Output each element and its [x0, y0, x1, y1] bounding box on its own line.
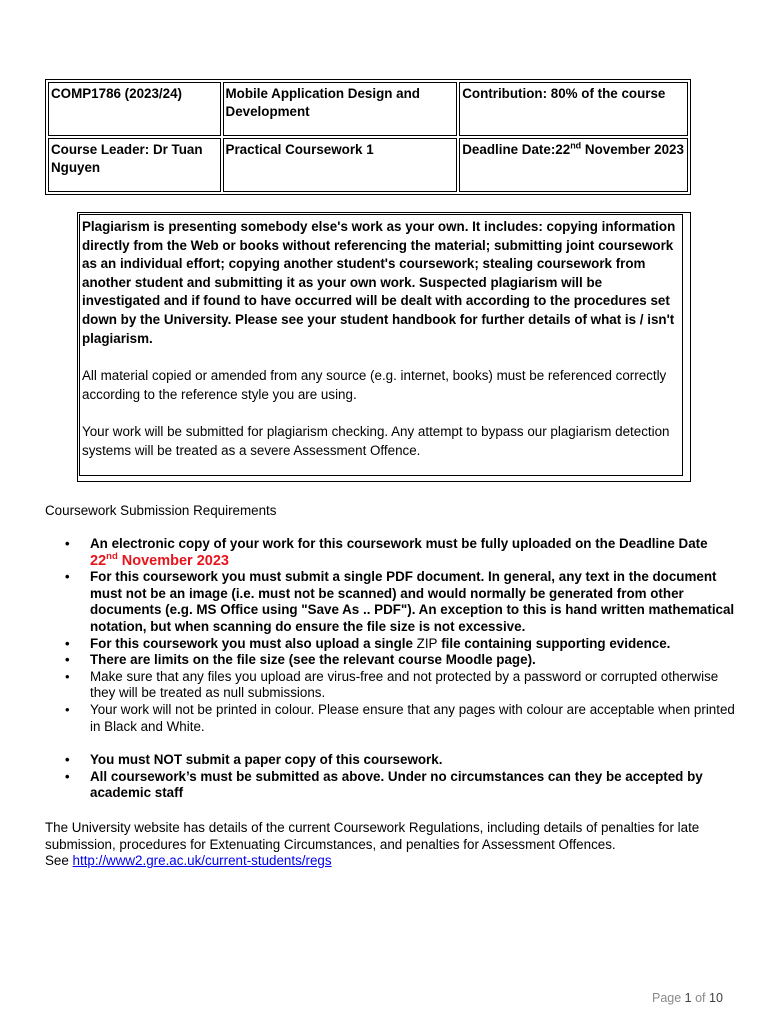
- deadline-highlight: [90, 550, 229, 569]
- item2-text: For this coursework you must submit a single PDF document. In general, any text in the document must not be an image (i.e. must not be scanned) and would normally be generated from other documents (e.g. MS Office using "Save As .. PDF"). An exception to this is hand written mathematical notation, but when scanning do ensure the file size is not excessive.: [90, 569, 735, 634]
- module-title-cell: [223, 82, 458, 136]
- bullet-icon: •: [65, 701, 70, 717]
- deadline-rest: November 2023: [581, 142, 684, 157]
- deadline-prefix: Deadline Date:22: [462, 142, 571, 157]
- see-label: See: [45, 853, 73, 869]
- item7-text: You must NOT submit a paper copy of this coursework.: [90, 752, 443, 768]
- item3-text-b: file containing supporting evidence.: [437, 635, 671, 651]
- list-item: [45, 752, 735, 769]
- plagiarism-definition: Plagiarism is presenting somebody else's work as your own. It includes: copying information directly from the Web or books without referencing the material; submitting joint coursework as an individual effort; copying another student's coursework; stealing coursework from another student and submitting it as your own work. Suspected plagiarism will be investigated and if found to have occurred will be dealt with according to the procedures set down by the University. Please see your student handbook for further details of what is / isn't plagiarism.: [82, 219, 676, 346]
- total-pages: 10: [709, 991, 723, 1005]
- deadline-suffix: nd: [570, 140, 582, 151]
- deadline-day-suffix: nd: [106, 550, 118, 562]
- item1-text: An electronic copy of your work for this coursework must be fully uploaded on the Deadline Date: [90, 536, 708, 551]
- course-leader: Course Leader: Dr Tuan Nguyen: [51, 142, 203, 175]
- bullet-icon: •: [65, 668, 70, 684]
- current-page: 1: [684, 991, 692, 1005]
- submission-heading: Coursework Submission Requirements: [45, 503, 277, 518]
- regulations-link[interactable]: http://www2.gre.ac.uk/current-students/regs: [72, 853, 332, 869]
- item3-zip: ZIP: [416, 635, 438, 651]
- list-item: [45, 569, 735, 635]
- regulations-paragraph: [45, 820, 735, 870]
- list-item: [45, 636, 735, 653]
- coursework-name: Practical Coursework 1: [225, 142, 374, 157]
- submission-requirements-list: [45, 536, 735, 802]
- module-code: COMP1786 (2023/24): [51, 86, 183, 101]
- module-title: Mobile Application Design and Development: [225, 86, 420, 119]
- of-label: of: [691, 991, 709, 1005]
- item6-text: Your work will not be printed in colour. Please ensure that any pages with colour are acceptable when printed in Black and White.: [90, 701, 735, 734]
- plagiarism-notice-box: [77, 212, 691, 482]
- plagiarism-checking: Your work will be submitted for plagiarism checking. Any attempt to bypass our plagiarism detection systems will be treated as a severe Assessment Offence.: [82, 424, 670, 458]
- bullet-icon: •: [65, 635, 70, 651]
- item8-text: All coursework’s must be submitted as above. Under no circumstances can they be accepted by academic staff: [90, 768, 703, 801]
- item3-text-a: For this coursework you must also upload a single: [90, 635, 417, 651]
- item5-text: Make sure that any files you upload are virus-free and not protected by a password or corrupted otherwise they will be treated as null submissions.: [90, 668, 719, 701]
- module-code-cell: [48, 82, 221, 136]
- list-item: [45, 536, 735, 569]
- page-number-footer: [652, 991, 723, 1005]
- item4-text: There are limits on the file size (see the relevant course Moodle page).: [90, 652, 536, 668]
- deadline-cell: [459, 138, 688, 192]
- regulations-text: The University website has details of the current Coursework Regulations, including details of penalties for late submission, procedures for Extenuating Circumstances, and penalties for Assessment Offences.: [45, 820, 700, 852]
- page-label: Page: [652, 991, 685, 1005]
- bullet-icon: •: [65, 569, 70, 585]
- coursework-header-table: [45, 79, 691, 195]
- bullet-icon: •: [65, 652, 70, 668]
- deadline-day: 22: [90, 552, 107, 569]
- list-item: [45, 669, 735, 702]
- list-item: [45, 769, 735, 802]
- plagiarism-referencing: All material copied or amended from any source (e.g. internet, books) must be referenced correctly according to the reference style you are using.: [82, 368, 667, 402]
- contribution-cell: [459, 82, 688, 136]
- course-leader-cell: [48, 138, 221, 192]
- bullet-icon: •: [65, 752, 70, 768]
- deadline-month-year: November 2023: [117, 552, 229, 569]
- list-item: [45, 652, 735, 669]
- contribution: Contribution: 80% of the course: [462, 86, 666, 101]
- coursework-name-cell: [223, 138, 458, 192]
- bullet-icon: •: [65, 768, 70, 784]
- bullet-icon: •: [65, 536, 70, 551]
- list-spacer: [45, 735, 735, 752]
- list-item: [45, 702, 735, 735]
